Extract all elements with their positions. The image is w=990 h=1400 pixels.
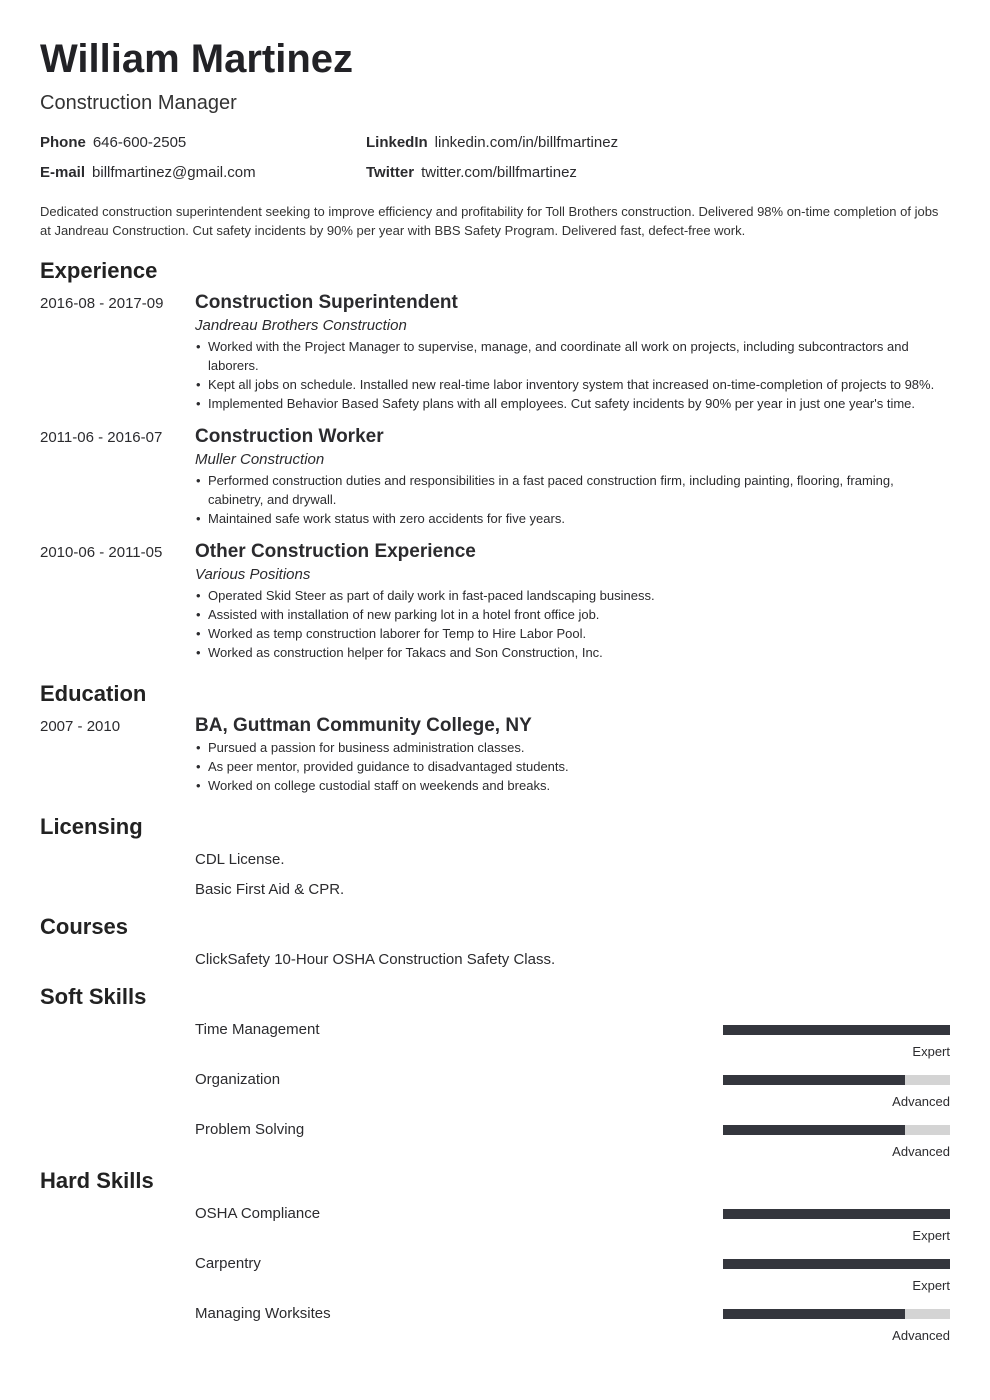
skill-name: Managing Worksites <box>195 1305 331 1322</box>
entry-company: Jandreau Brothers Construction <box>195 317 407 334</box>
skill-name: Problem Solving <box>195 1121 305 1138</box>
entry-date: 2010-06 - 2011-05 <box>40 544 163 561</box>
skill-item <box>195 1019 950 1069</box>
contact-value[interactable]: billfmartinez@gmail.com <box>92 164 256 181</box>
skill-bar <box>723 1025 950 1035</box>
education-list <box>40 714 950 795</box>
bullet: • Pursued a passion for business administration classes. <box>195 738 950 757</box>
skill-bar-fill <box>723 1209 950 1219</box>
bullet: • Worked on college custodial staff on weekends and breaks. <box>195 776 950 795</box>
contact-value[interactable]: twitter.com/billfmartinez <box>421 164 577 181</box>
bullet: • As peer mentor, provided guidance to disadvantaged students. <box>195 757 950 776</box>
candidate-name: William Martinez <box>40 37 354 81</box>
entry <box>40 291 950 413</box>
skill-item <box>195 1069 950 1119</box>
entry-title: BA, Guttman Community College, NY <box>195 715 532 736</box>
license-item: CDL License. <box>195 851 285 868</box>
bullet: • Kept all jobs on schedule. Installed new real-time labor inventory system that increased on-time-completion of projects to 98%. <box>195 375 950 394</box>
section-courses: Courses <box>40 914 129 939</box>
skill-level: Expert <box>912 1278 950 1293</box>
skill-level: Expert <box>912 1228 950 1243</box>
course-item: ClickSafety 10-Hour OSHA Construction Safety Class. <box>195 951 556 968</box>
hard-skills-list <box>40 1203 950 1353</box>
skill-bar <box>723 1309 950 1319</box>
skill-name: Carpentry <box>195 1255 261 1272</box>
skill-name: OSHA Compliance <box>195 1205 321 1222</box>
skill-bar-fill <box>723 1259 950 1269</box>
skill-item <box>195 1303 950 1353</box>
bullet-list <box>195 471 950 528</box>
skill-bar-fill <box>723 1025 950 1035</box>
bullet: • Operated Skid Steer as part of daily work in fast-paced landscaping business. <box>195 586 950 605</box>
entry-title: Other Construction Experience <box>195 541 476 562</box>
skill-name: Time Management <box>195 1021 320 1038</box>
bullet: • Worked as construction helper for Takacs and Son Construction, Inc. <box>195 643 950 662</box>
skill-level: Advanced <box>892 1094 950 1109</box>
summary: Dedicated construction superintendent seeking to improve efficiency and profitability for Toll Brothers construction. Delivered 98% on-time completion of jobs at Jandreau Construction. Cut safety incidents by 90% per year with BBS Safety Program. Delivered fast, defect-free work. <box>40 204 939 238</box>
skill-item <box>195 1253 950 1303</box>
contact-email <box>40 163 366 182</box>
section-soft-skills: Soft Skills <box>40 984 147 1009</box>
contact-value: 646-600-2505 <box>92 134 187 151</box>
section-hard-skills: Hard Skills <box>40 1168 154 1193</box>
skill-level: Advanced <box>892 1144 950 1159</box>
entry-date: 2007 - 2010 <box>40 718 121 735</box>
entry <box>40 540 950 662</box>
contact-label: Phone <box>40 134 86 151</box>
section-education: Education <box>40 681 147 706</box>
contact-phone <box>40 133 366 152</box>
contact-linkedin <box>366 133 950 152</box>
skill-bar-fill <box>723 1075 905 1085</box>
bullet: • Implemented Behavior Based Safety plans with all employees. Cut safety incidents by 90% per year in just one year's time. <box>195 394 950 413</box>
entry-date: 2011-06 - 2016-07 <box>40 429 163 446</box>
skill-name: Organization <box>195 1071 281 1088</box>
resume <box>40 0 950 1353</box>
skill-bar-fill <box>723 1309 905 1319</box>
entry <box>40 714 950 795</box>
job-title: Construction Manager <box>40 92 237 114</box>
entry-title: Construction Superintendent <box>195 292 458 313</box>
contact-twitter <box>366 163 950 182</box>
experience-list <box>40 291 950 662</box>
skill-bar <box>723 1075 950 1085</box>
contact-value[interactable]: linkedin.com/in/billfmartinez <box>434 134 619 151</box>
section-licensing: Licensing <box>40 814 143 839</box>
entry <box>40 425 950 528</box>
bullet: • Assisted with installation of new parking lot in a hotel front office job. <box>195 605 950 624</box>
skill-item <box>195 1203 950 1253</box>
contact-label: LinkedIn <box>366 134 428 151</box>
contact-label: Twitter <box>366 164 415 181</box>
bullet-list <box>195 337 950 413</box>
skill-bar-fill <box>723 1125 905 1135</box>
bullet-list <box>195 586 950 662</box>
soft-skills-list <box>40 1019 950 1169</box>
skill-item <box>195 1119 950 1169</box>
bullet: • Worked as temp construction laborer for Temp to Hire Labor Pool. <box>195 624 950 643</box>
skill-bar <box>723 1259 950 1269</box>
section-experience: Experience <box>40 258 158 283</box>
entry-company: Various Positions <box>195 566 311 583</box>
entry-company: Muller Construction <box>195 451 325 468</box>
skill-bar <box>723 1209 950 1219</box>
skill-level: Expert <box>912 1044 950 1059</box>
bullet: • Worked with the Project Manager to supervise, manage, and coordinate all work on projects, including subcontractors and laborers. <box>195 337 950 375</box>
entry-date: 2016-08 - 2017-09 <box>40 295 164 312</box>
contact-label: E-mail <box>40 164 86 181</box>
contact-info <box>40 133 950 182</box>
license-item: Basic First Aid & CPR. <box>195 881 345 898</box>
skill-bar <box>723 1125 950 1135</box>
entry-title: Construction Worker <box>195 426 384 447</box>
skill-level: Advanced <box>892 1328 950 1343</box>
bullet: • Performed construction duties and responsibilities in a fast paced construction firm, including painting, flooring, framing, cabinetry, and drywall. <box>195 471 950 509</box>
bullet-list <box>195 738 950 795</box>
bullet: • Maintained safe work status with zero accidents for five years. <box>195 509 950 528</box>
